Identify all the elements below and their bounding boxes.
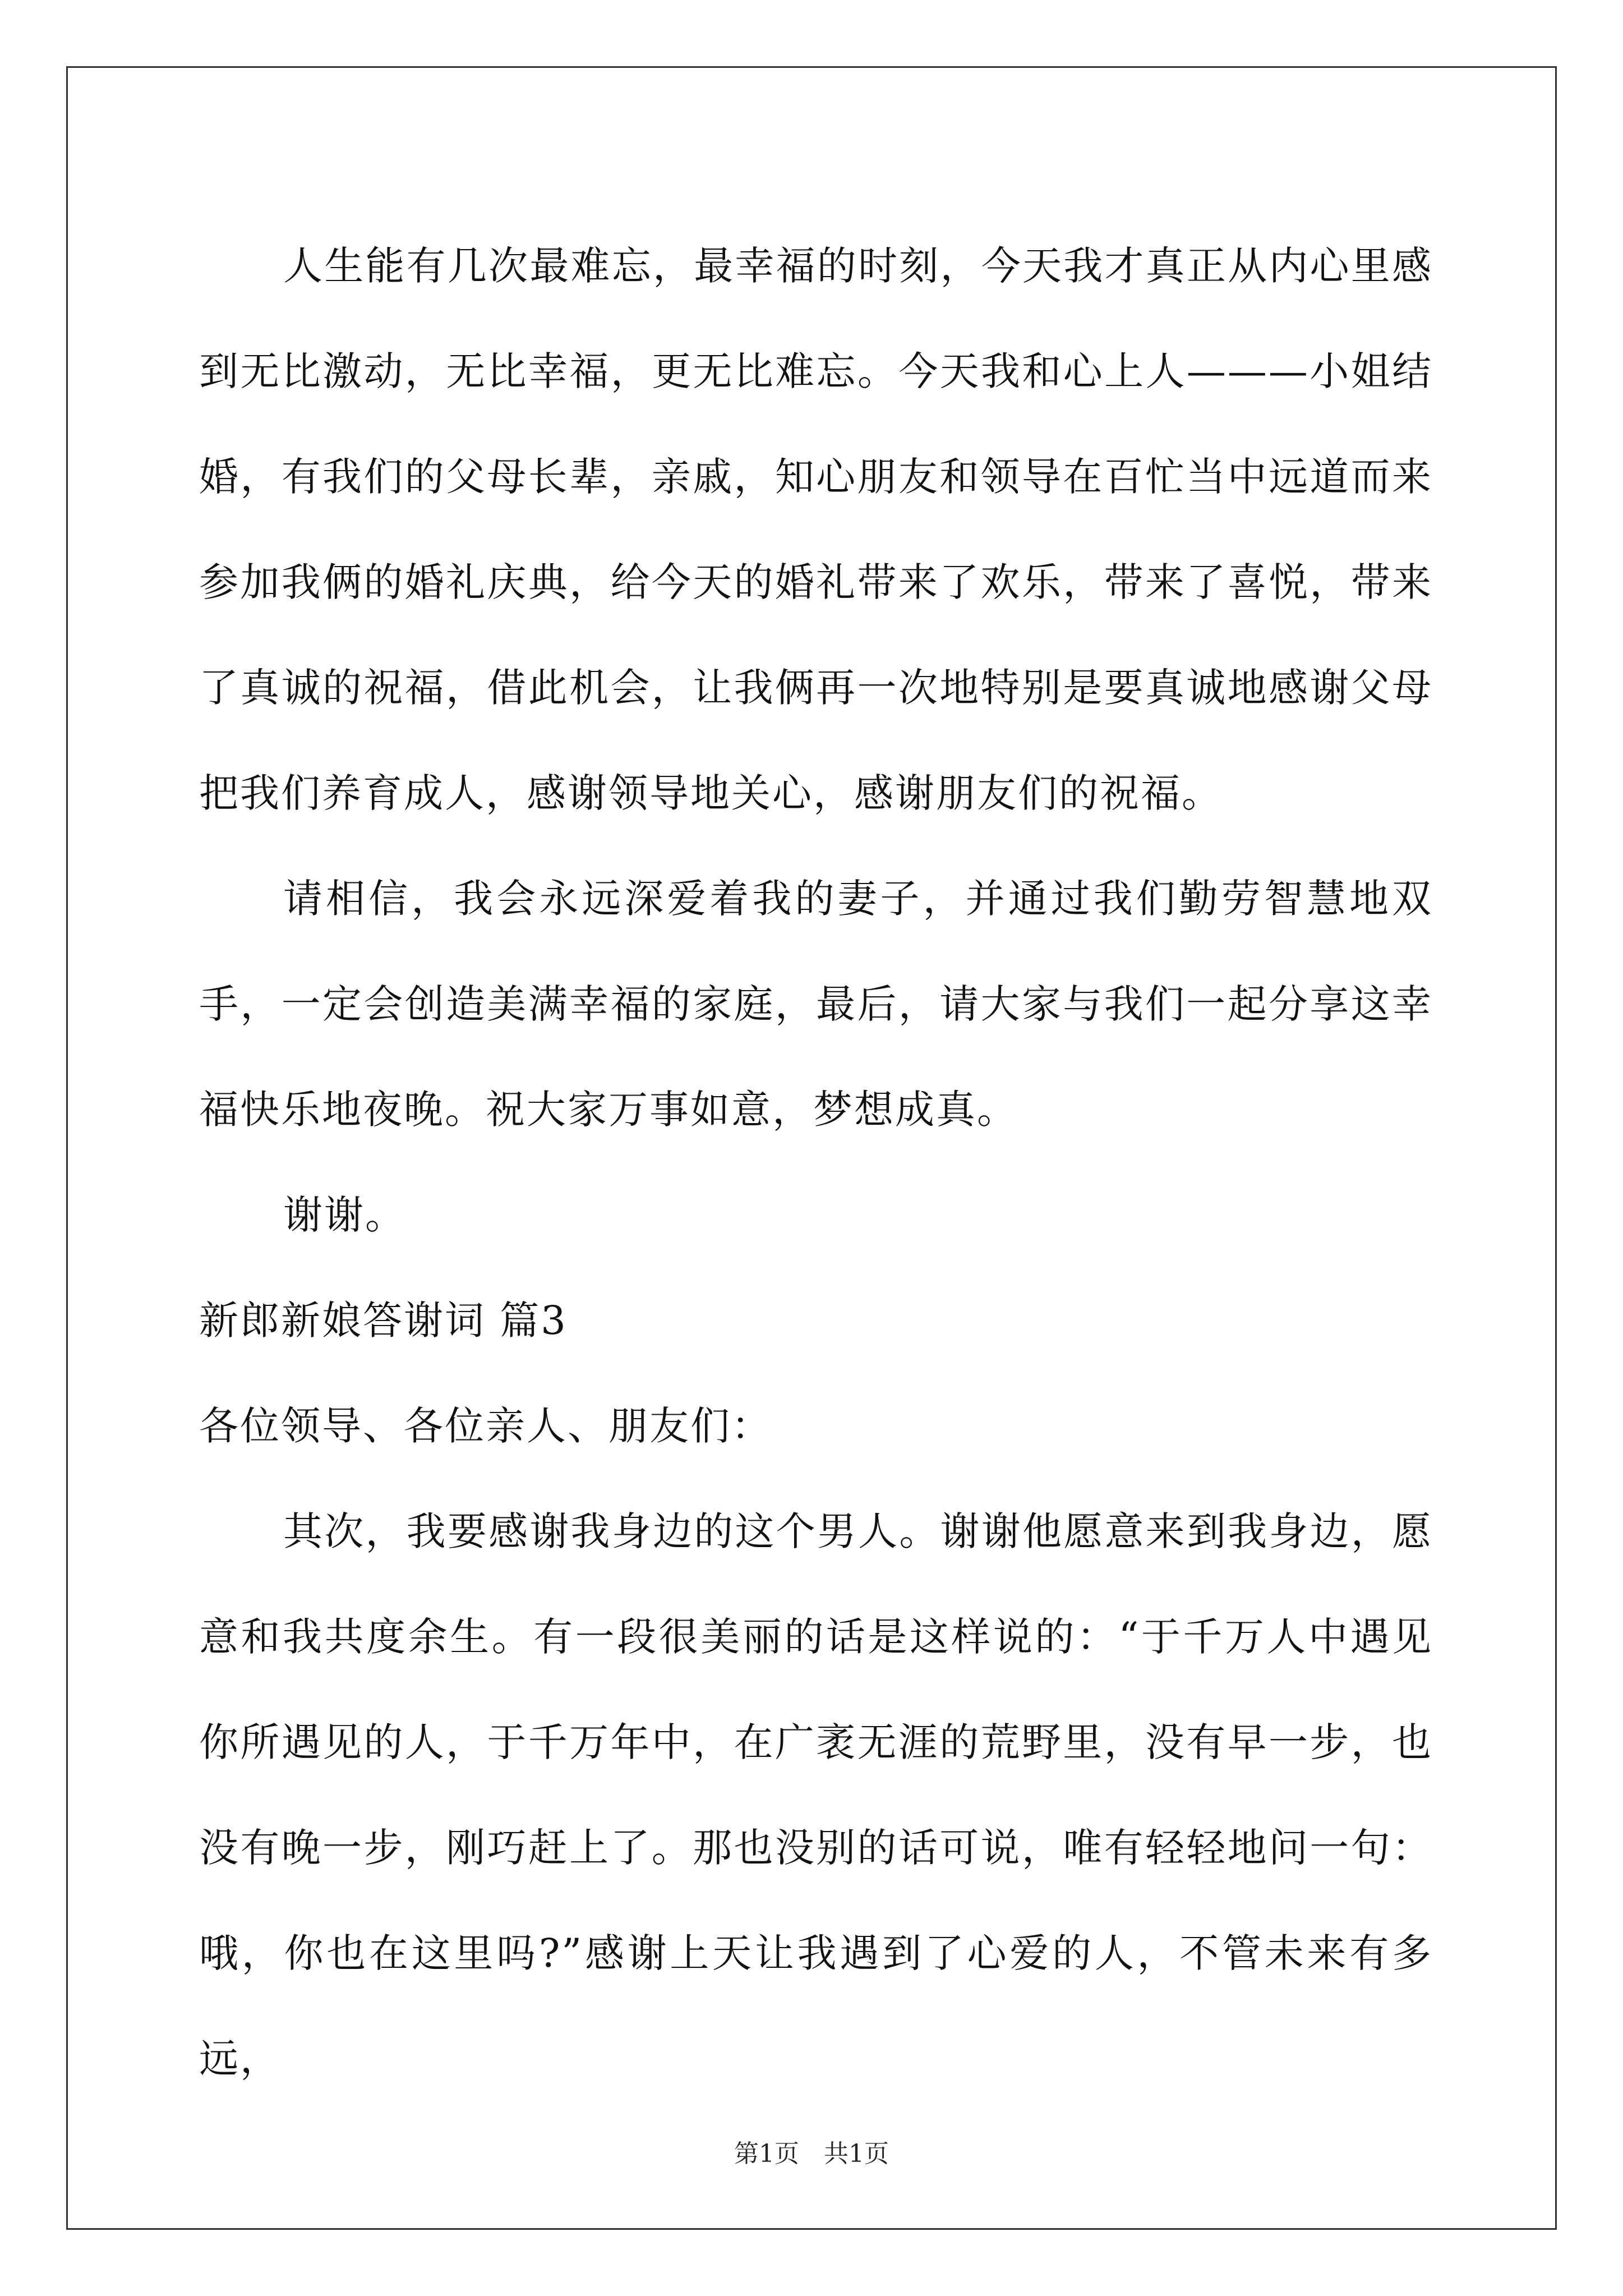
paragraph-3: 谢谢。 <box>283 1192 406 1238</box>
paragraph-1: 人生能有几次最难忘，最幸福的时刻，今天我才真正从内心里感到无比激动，无比幸福，更无比难忘。今天我和心上人———小姐结婚，有我们的父母长辈，亲戚，知心朋友和领导在百忙当中远道而来参加我俩的婚礼庆典，给今天的婚礼带来了欢乐，带来了喜悦，带来了真诚的祝福，借此机会，让我俩再一次地特别是要真诚地感谢父母把我们养育成人，感谢领导地关心，感谢朋友们的祝福。 <box>199 243 1433 816</box>
page-footer: 第1页 共1页 <box>734 2139 889 2168</box>
salutation: 各位领导、各位亲人、朋友们： <box>199 1403 772 1449</box>
section-heading: 新郎新娘答谢词 篇3 <box>199 1297 568 1343</box>
paragraph-2: 请相信，我会永远深爱着我的妻子，并通过我们勤劳智慧地双手，一定会创造美满幸福的家庭，最后，请大家与我们一起分享这幸福快乐地夜晚。祝大家万事如意，梦想成真。 <box>199 876 1433 1133</box>
paragraph-4: 其次，我要感谢我身边的这个男人。谢谢他愿意来到我身边，愿意和我共度余生。有一段很美丽的话是这样说的：“于千万人中遇见你所遇见的人，于千万年中，在广袤无涯的荒野里，没有早一步，也没有晚一步，刚巧赶上了。那也没别的话可说，唯有轻轻地问一句：哦，你也在这里吗?”感谢上天让我遇到了心爱的人，不管未来有多远， <box>199 1508 1433 2082</box>
document-body <box>199 213 1433 2111</box>
